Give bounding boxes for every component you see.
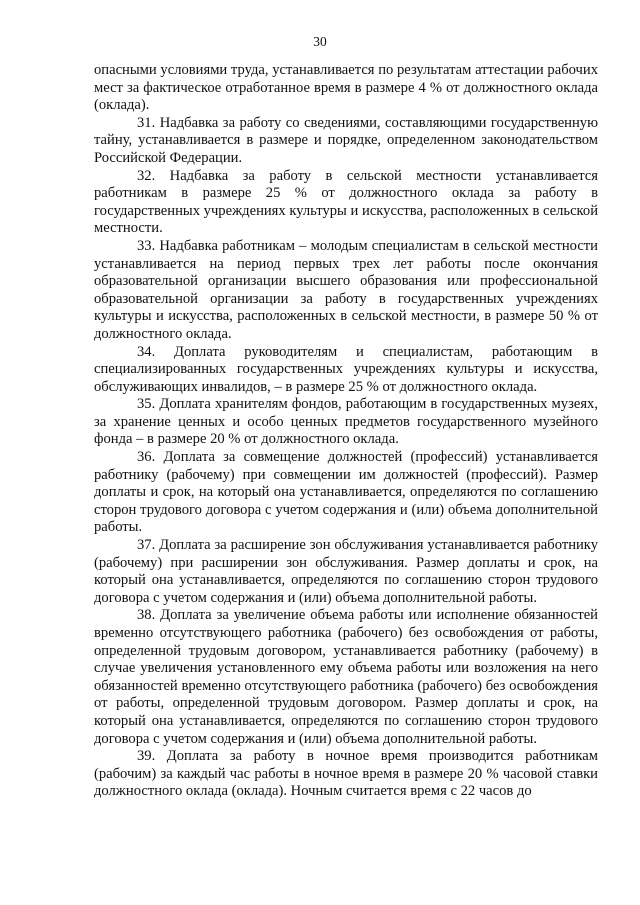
paragraph-32: 32. Надбавка за работу в сельской местности устанавливается работникам в размере 25 % от должностного оклада за работу в государственных учреждениях культуры и искусства, расположенных в сельской местности.: [94, 167, 598, 237]
paragraph-38: 38. Доплата за увеличение объема работы или исполнение обязанностей временно отсутствующего работника (рабочего) без освобождения от работы, определенной трудовым договором, устанавливается работнику (рабочему) в случае увеличения установленного ему объема работы или возложения на него обязанностей временно отсутствующего работника (рабочего) без освобождения от работы, определенной трудовым договором. Размер доплаты и срок, на который она устанавливается, определяются по соглашению сторон трудового договора с учетом содержания и (или) объема дополнительной работы.: [94, 607, 598, 747]
paragraph-39: 39. Доплата за работу в ночное время производится работникам (рабочим) за каждый час работы в ночное время в размере 20 % часовой ставки должностного оклада (оклада). Ночным считается время с 22 часов до: [94, 748, 598, 800]
paragraph-continuation: опасными условиями труда, устанавливается по результатам аттестации рабочих мест за фактическое отработанное время в размере 4 % от должностного оклада (оклада).: [94, 62, 598, 114]
paragraph-35: 35. Доплата хранителям фондов, работающим в государственных музеях, за хранение ценных и особо ценных предметов государственного музейного фонда – в размере 20 % от должностного оклада.: [94, 396, 598, 448]
page-number: 30: [313, 34, 327, 49]
paragraph-36: 36. Доплата за совмещение должностей (профессий) устанавливается работнику (рабочему) при совмещении им должностей (профессий). Размер доплаты и срок, на который она устанавливается, определяются по соглашению сторон трудового договора с учетом содержания и (или) объема дополнительной работы.: [94, 449, 598, 536]
paragraph-33: 33. Надбавка работникам – молодым специалистам в сельской местности устанавливается на период первых трех лет работы после окончания образовательной организации высшего образования или профессиональной образовательной организации за работу в государственных учреждениях культуры и искусства, расположенных в сельской местности, в размере 50 % от должностного оклада.: [94, 237, 598, 342]
document-body: [94, 62, 598, 801]
paragraph-37: 37. Доплата за расширение зон обслуживания устанавливается работнику (рабочему) при расширении зон обслуживания. Размер доплаты и срок, на который она устанавливается, определяются по соглашению сторон трудового договора с учетом содержания и (или) объема дополнительной работы.: [94, 537, 598, 606]
paragraph-31: 31. Надбавка за работу со сведениями, составляющими государственную тайну, устанавливается в размере и порядке, определенном законодательством Российской Федерации.: [94, 114, 598, 166]
paragraph-34: 34. Доплата руководителям и специалистам, работающим в специализированных государственных учреждениях культуры и искусства, обслуживающих инвалидов, – в размере 25 % от должностного оклада.: [94, 343, 598, 395]
